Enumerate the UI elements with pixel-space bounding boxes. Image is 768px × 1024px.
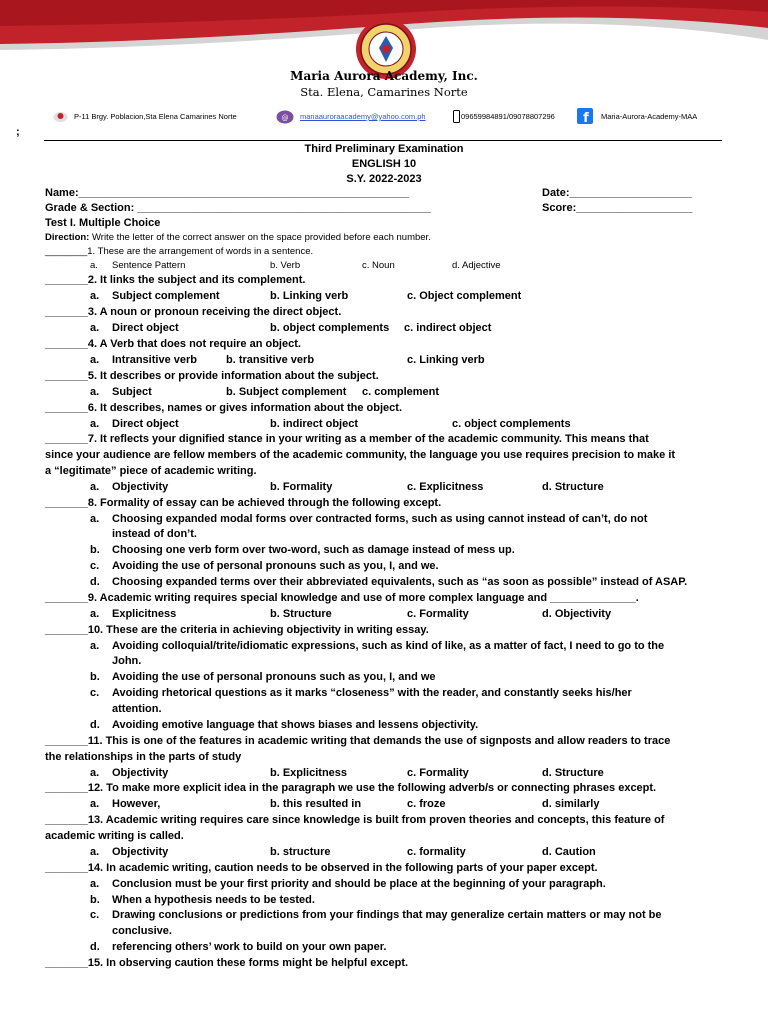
q8-option-b: Choosing one verb form over two-word, such as damage instead of mess up. xyxy=(112,544,515,556)
q9-option-c: c. Formality xyxy=(407,608,469,620)
q10-option-a: Avoiding colloquial/trite/idiomatic expressions, such as kind of like, as a matter of fact, I need to go to the xyxy=(112,640,665,652)
q11-option-a: Objectivity xyxy=(112,767,169,779)
exam-title: Third Preliminary Examination xyxy=(304,143,464,155)
q12-option-c: c. froze xyxy=(407,798,446,810)
question-11-cont: the relationships in the parts of study xyxy=(45,751,242,763)
q6-option-a: Direct object xyxy=(112,418,179,430)
q8-option-a-cont: instead of don’t. xyxy=(112,528,197,540)
q11-option-b: b. Explicitness xyxy=(270,767,348,779)
q13-option-a-letter: a. xyxy=(90,846,100,858)
contact-row xyxy=(50,110,730,128)
question-15: _______15. In observing caution these forms might be helpful except. xyxy=(45,957,409,969)
school-year: S.Y. 2022-2023 xyxy=(346,173,422,185)
direction-text: Write the letter of the correct answer on the space provided before each number. xyxy=(89,232,431,243)
q13-option-d: d. Caution xyxy=(542,846,596,858)
q10-option-b: Avoiding the use of personal pronouns such as you, I, and we xyxy=(112,671,436,683)
q10-option-a-letter: a. xyxy=(90,640,100,652)
q12-option-d: d. similarly xyxy=(542,798,600,810)
q4-option-a: Intransitive verb xyxy=(112,354,197,366)
q12-option-a-letter: a. xyxy=(90,798,100,810)
question-2: _______2. It links the subject and its complement. xyxy=(45,274,306,286)
svg-text:f: f xyxy=(583,111,589,124)
phone-number: 09659984891/09078807296 xyxy=(461,112,555,121)
q2-option-a: Subject complement xyxy=(112,290,220,302)
question-4: _______4. A Verb that does not require an object. xyxy=(45,338,301,350)
q8-option-d-letter: d. xyxy=(90,576,100,588)
location-pin-icon xyxy=(53,110,68,124)
q5-option-c: c. complement xyxy=(362,386,440,398)
q13-option-b: b. structure xyxy=(270,846,331,858)
question-11: _______11. This is one of the features in academic writing that demands the use of signposts and allow readers to trace xyxy=(45,735,671,747)
q14-option-a-letter: a. xyxy=(90,878,100,890)
q11-option-a-letter: a. xyxy=(90,767,100,779)
q7-option-d: d. Structure xyxy=(542,481,604,493)
q14-option-d-letter: d. xyxy=(90,941,100,953)
q14-option-c-letter: c. xyxy=(90,909,100,921)
q8-option-d: Choosing expanded terms over their abbreviated equivalents, such as “as soon as possible” instead of ASAP. xyxy=(112,576,688,588)
q9-option-b: b. Structure xyxy=(270,608,332,620)
school-name: Maria Aurora Academy, Inc. xyxy=(290,69,478,83)
q14-option-b: When a hypothesis needs to be tested. xyxy=(112,894,315,906)
q5-option-a: Subject xyxy=(112,386,152,398)
q7-option-a: Objectivity xyxy=(112,481,169,493)
facebook-icon xyxy=(577,108,593,124)
q14-option-c: Drawing conclusions or predictions from your findings that may generalize certain matters or may not be xyxy=(112,909,662,921)
q2-option-b: b. Linking verb xyxy=(270,290,349,302)
question-5: _______5. It describes or provide information about the subject. xyxy=(45,370,379,382)
q11-option-d: d. Structure xyxy=(542,767,604,779)
q7-option-c: c. Explicitness xyxy=(407,481,484,493)
q10-option-b-letter: b. xyxy=(90,671,100,683)
question-6: _______6. It describes, names or gives information about the object. xyxy=(45,402,403,414)
q3-option-a: Direct object xyxy=(112,322,179,334)
question-3: _______3. A noun or pronoun receiving the direct object. xyxy=(45,306,342,318)
question-7-cont-2: a “legitimate” piece of academic writing. xyxy=(45,465,257,477)
q8-option-b-letter: b. xyxy=(90,544,100,556)
q1-option-a: Sentence Pattern xyxy=(112,260,186,271)
q6-option-c: c. object complements xyxy=(452,418,571,430)
question-7-cont-1: since your audience are fellow members of the academic community, the language you use requires precision to make it xyxy=(45,449,676,461)
direction xyxy=(45,231,431,245)
question-10: _______10. These are the criteria in achieving objectivity in writing essay. xyxy=(45,624,429,636)
question-7: _______7. It reflects your dignified stance in your writing as a member of the academic community. This means that xyxy=(45,433,649,445)
q5-option-a-letter: a. xyxy=(90,386,100,398)
name-field[interactable]: Name:______________________________________________________ xyxy=(45,187,409,199)
address-text: P-11 Brgy. Poblacion,Sta Elena Camarines Norte xyxy=(74,112,237,121)
q1-option-d: d. Adjective xyxy=(452,260,501,271)
q14-option-c-cont: conclusive. xyxy=(112,925,172,937)
date-field[interactable]: Date:____________________ xyxy=(542,187,692,199)
q8-option-a-letter: a. xyxy=(90,513,100,525)
question-12: _______12. To make more explicit idea in the paragraph we use the following adverb/s or connecting phrases except. xyxy=(45,782,657,794)
grade-section-field[interactable]: Grade & Section: ________________________________________________ xyxy=(45,202,431,214)
q6-option-a-letter: a. xyxy=(90,418,100,430)
q3-option-b: b. object complements xyxy=(270,322,390,334)
email-link[interactable]: mariaauroraacademy@yahoo.com.ph xyxy=(300,112,426,121)
q10-option-d: Avoiding emotive language that shows biases and lessens objectivity. xyxy=(112,719,479,731)
q7-option-a-letter: a. xyxy=(90,481,100,493)
svg-text:@: @ xyxy=(281,114,289,122)
q3-option-c: c. indirect object xyxy=(404,322,492,334)
phone-icon xyxy=(453,110,460,123)
q8-option-a: Choosing expanded modal forms over contracted forms, such as using cannot instead of can’t, do not xyxy=(112,513,648,525)
facebook-page: Maria-Aurora-Academy-MAA xyxy=(601,112,698,121)
q9-option-d: d. Objectivity xyxy=(542,608,612,620)
q1-option-a-letter: a. xyxy=(90,260,98,271)
q2-option-a-letter: a. xyxy=(90,290,100,302)
question-13: _______13. Academic writing requires care since knowledge is built from proven theories and concepts, this feature of xyxy=(45,814,665,826)
header-divider xyxy=(44,140,722,141)
q14-option-d: referencing others’ work to build on your own paper. xyxy=(112,941,387,953)
q6-option-b: b. indirect object xyxy=(270,418,359,430)
q4-option-b: b. transitive verb xyxy=(226,354,315,366)
q10-option-d-letter: d. xyxy=(90,719,100,731)
question-14: _______14. In academic writing, caution needs to be observed in the following parts of your paper except. xyxy=(45,862,598,874)
q11-option-c: c. Formality xyxy=(407,767,469,779)
score-field[interactable]: Score:___________________ xyxy=(542,202,693,214)
q13-option-c: c. formality xyxy=(407,846,466,858)
email-icon xyxy=(276,110,294,124)
q10-option-a-cont: John. xyxy=(112,655,142,667)
q14-option-b-letter: b. xyxy=(90,894,100,906)
q2-option-c: c. Object complement xyxy=(407,290,522,302)
q8-option-c-letter: c. xyxy=(90,560,100,572)
q4-option-a-letter: a. xyxy=(90,354,100,366)
q4-option-c: c. Linking verb xyxy=(407,354,485,366)
question-1: ________1. These are the arrangement of words in a sentence. xyxy=(45,246,314,257)
direction-label: Direction: xyxy=(45,232,90,243)
q10-option-c-letter: c. xyxy=(90,687,100,699)
q10-option-c-cont: attention. xyxy=(112,703,162,715)
q9-option-a: Explicitness xyxy=(112,608,177,620)
q8-option-c: Avoiding the use of personal pronouns such as you, I, and we. xyxy=(112,560,439,572)
q9-option-a-letter: a. xyxy=(90,608,100,620)
q5-option-b: b. Subject complement xyxy=(226,386,347,398)
test-title: Test I. Multiple Choice xyxy=(45,217,161,229)
q1-option-c: c. Noun xyxy=(362,260,395,271)
stray-mark: ; xyxy=(16,126,20,138)
q13-option-a: Objectivity xyxy=(112,846,169,858)
school-location: Sta. Elena, Camarines Norte xyxy=(300,85,468,99)
q10-option-c: Avoiding rhetorical questions as it marks “closeness” with the reader, and constantly seeks his/her xyxy=(112,687,632,699)
question-13-cont: academic writing is called. xyxy=(45,830,184,842)
q7-option-b: b. Formality xyxy=(270,481,333,493)
q14-option-a: Conclusion must be your first priority and should be place at the beginning of your paragraph. xyxy=(112,878,606,890)
exam-subject: ENGLISH 10 xyxy=(351,158,417,170)
q12-option-b: b. this resulted in xyxy=(270,798,362,810)
q1-option-b: b. Verb xyxy=(270,260,301,271)
q12-option-a: However, xyxy=(112,798,161,810)
question-8: _______8. Formality of essay can be achieved through the following except. xyxy=(45,497,442,509)
q3-option-a-letter: a. xyxy=(90,322,100,334)
question-9: _______9. Academic writing requires special knowledge and use of more complex language and ______________. xyxy=(45,592,639,604)
